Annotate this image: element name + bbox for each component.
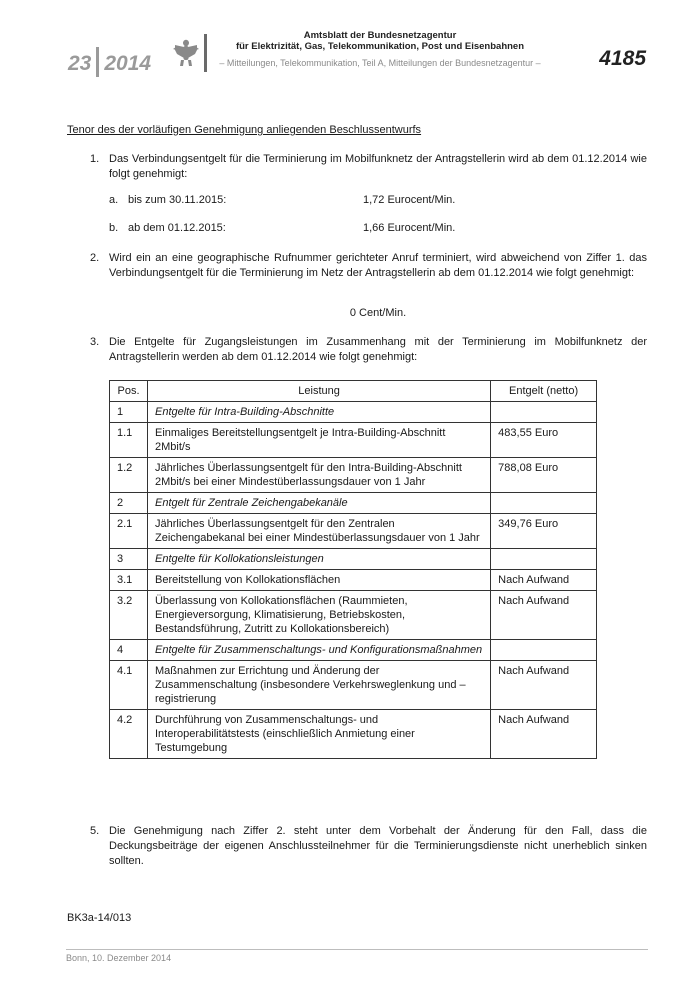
gazette-title-line1: Amtsblatt der Bundesnetzagentur: [303, 30, 457, 41]
item-1b-label: b.: [109, 222, 119, 234]
item-3-number: 3.: [90, 336, 100, 348]
table-row: [110, 458, 597, 493]
header-divider: [204, 34, 207, 72]
cell-entgelt: Nach Aufwand: [491, 591, 597, 640]
cell-pos: 3.1: [110, 570, 148, 591]
table-row: [110, 493, 597, 514]
gazette-title: [210, 30, 550, 52]
item-1a-value: 1,72 Eurocent/Min.: [363, 194, 456, 206]
cell-entgelt: Nach Aufwand: [491, 710, 597, 759]
cell-pos: 3: [110, 549, 148, 570]
item-5-text: Die Genehmigung nach Ziffer 2. steht unter dem Vorbehalt der Änderung für den Fall, dass die Deckungsbeiträge der eigenen Anschlussteilnehmer für die Terminierungsdienste nicht unerheblich sinken sollten.: [109, 825, 647, 867]
table-row: [110, 549, 597, 570]
issue-number: [68, 47, 151, 77]
cell-pos: 2.1: [110, 514, 148, 549]
cell-leistung: Entgelte für Kollokationsleistungen: [147, 549, 490, 570]
table-row: [110, 570, 597, 591]
table-row: [110, 640, 597, 661]
cell-leistung: Maßnahmen zur Errichtung und Änderung der Zusammenschaltung (insbesondere Verkehrsweglenkung und –registrierung: [147, 661, 490, 710]
table-row: [110, 514, 597, 549]
cell-leistung: Entgelte für Intra-Building-Abschnitte: [147, 402, 490, 423]
cell-leistung: Überlassung von Kollokationsflächen (Raummieten, Energieversorgung, Klimatisierung, Betriebskosten, Bestandsführung, Zutritt zu Kollokationsbereich): [147, 591, 490, 640]
table-row: [110, 710, 597, 759]
issue-divider: [96, 47, 99, 77]
cell-leistung: Bereitstellung von Kollokationsflächen: [147, 570, 490, 591]
table-row: [110, 661, 597, 710]
col-header-entgelt: Entgelt (netto): [491, 381, 597, 402]
fee-table: [109, 380, 597, 759]
item-1a-label: a.: [109, 194, 119, 206]
federal-eagle-icon: [173, 36, 199, 68]
cell-pos: 3.2: [110, 591, 148, 640]
table-row: [110, 591, 597, 640]
cell-pos: 2: [110, 493, 148, 514]
item-1b-text: ab dem 01.12.2015:: [128, 222, 226, 234]
gazette-subtitle: – Mitteilungen, Telekommunikation, Teil A, Mitteilungen der Bundesnetzagentur –: [219, 58, 541, 68]
item-1-text: Das Verbindungsentgelt für die Terminierung im Mobilfunknetz der Antragstellerin wird ab dem 01.12.2014 wie folgt genehmigt:: [109, 153, 647, 180]
issue-no: 23: [68, 52, 92, 75]
item-2-number: 2.: [90, 252, 100, 264]
item-5-number: 5.: [90, 825, 100, 837]
col-header-pos: Pos.: [110, 381, 148, 402]
footer-divider: [66, 949, 648, 950]
cell-entgelt: [491, 549, 597, 570]
cell-leistung: Durchführung von Zusammenschaltungs- und Interoperabilitätstests (einschließlich Anmietung einer Testumgebung: [147, 710, 490, 759]
cell-pos: 4: [110, 640, 148, 661]
cell-leistung: Entgelt für Zentrale Zeichengabekanäle: [147, 493, 490, 514]
table-row: [110, 423, 597, 458]
item-1a-text: bis zum 30.11.2015:: [128, 194, 227, 206]
cell-entgelt: Nach Aufwand: [491, 570, 597, 591]
cell-pos: 4.1: [110, 661, 148, 710]
issue-year: 2014: [104, 52, 152, 75]
page-number: 4185: [599, 47, 646, 70]
cell-leistung: Jährliches Überlassungsentgelt für den Intra-Building-Abschnitt 2Mbit/s bei einer Mindestüberlassungsdauer von 1 Jahr: [147, 458, 490, 493]
cell-leistung: Entgelte für Zusammenschaltungs- und Konfigurationsmaßnahmen: [147, 640, 490, 661]
section-heading: Tenor des der vorläufigen Genehmigung anliegenden Beschlussentwurfs: [67, 124, 422, 136]
cell-leistung: Einmaliges Bereitstellungsentgelt je Intra-Building-Abschnitt 2Mbit/s: [147, 423, 490, 458]
cell-entgelt: [491, 493, 597, 514]
col-header-leistung: Leistung: [147, 381, 490, 402]
cell-entgelt: 788,08 Euro: [491, 458, 597, 493]
item-1-number: 1.: [90, 153, 100, 165]
cell-pos: 1.2: [110, 458, 148, 493]
cell-entgelt: Nach Aufwand: [491, 661, 597, 710]
item-2-text: Wird ein an eine geographische Rufnummer gerichteter Anruf terminiert, wird abweichend von Ziffer 1. das Verbindungsentgelt für die Terminierung im Netz der Antragstellerin ab dem 01.12.2014 wie folgt genehmigt:: [109, 252, 647, 279]
reference-number: BK3a-14/013: [67, 912, 132, 924]
table-row: [110, 402, 597, 423]
fee-table-header-row: [110, 381, 597, 402]
cell-entgelt: [491, 640, 597, 661]
cell-entgelt: [491, 402, 597, 423]
cell-entgelt: 483,55 Euro: [491, 423, 597, 458]
footer-place-date: Bonn, 10. Dezember 2014: [66, 953, 172, 963]
cell-pos: 4.2: [110, 710, 148, 759]
item-2-value: 0 Cent/Min.: [349, 307, 407, 319]
cell-entgelt: 349,76 Euro: [491, 514, 597, 549]
cell-pos: 1.1: [110, 423, 148, 458]
gazette-title-line2: für Elektrizität, Gas, Telekommunikation, Post und Eisenbahnen: [235, 41, 525, 52]
cell-leistung: Jährliches Überlassungsentgelt für den Zentralen Zeichengabekanal bei einer Mindestüberlassungsdauer von 1 Jahr: [147, 514, 490, 549]
item-1b-value: 1,66 Eurocent/Min.: [363, 222, 456, 234]
cell-pos: 1: [110, 402, 148, 423]
item-3-text: Die Entgelte für Zugangsleistungen im Zusammenhang mit der Terminierung im Mobilfunknetz der Antragstellerin werden ab dem 01.12.2014 wie folgt genehmigt:: [109, 336, 647, 363]
